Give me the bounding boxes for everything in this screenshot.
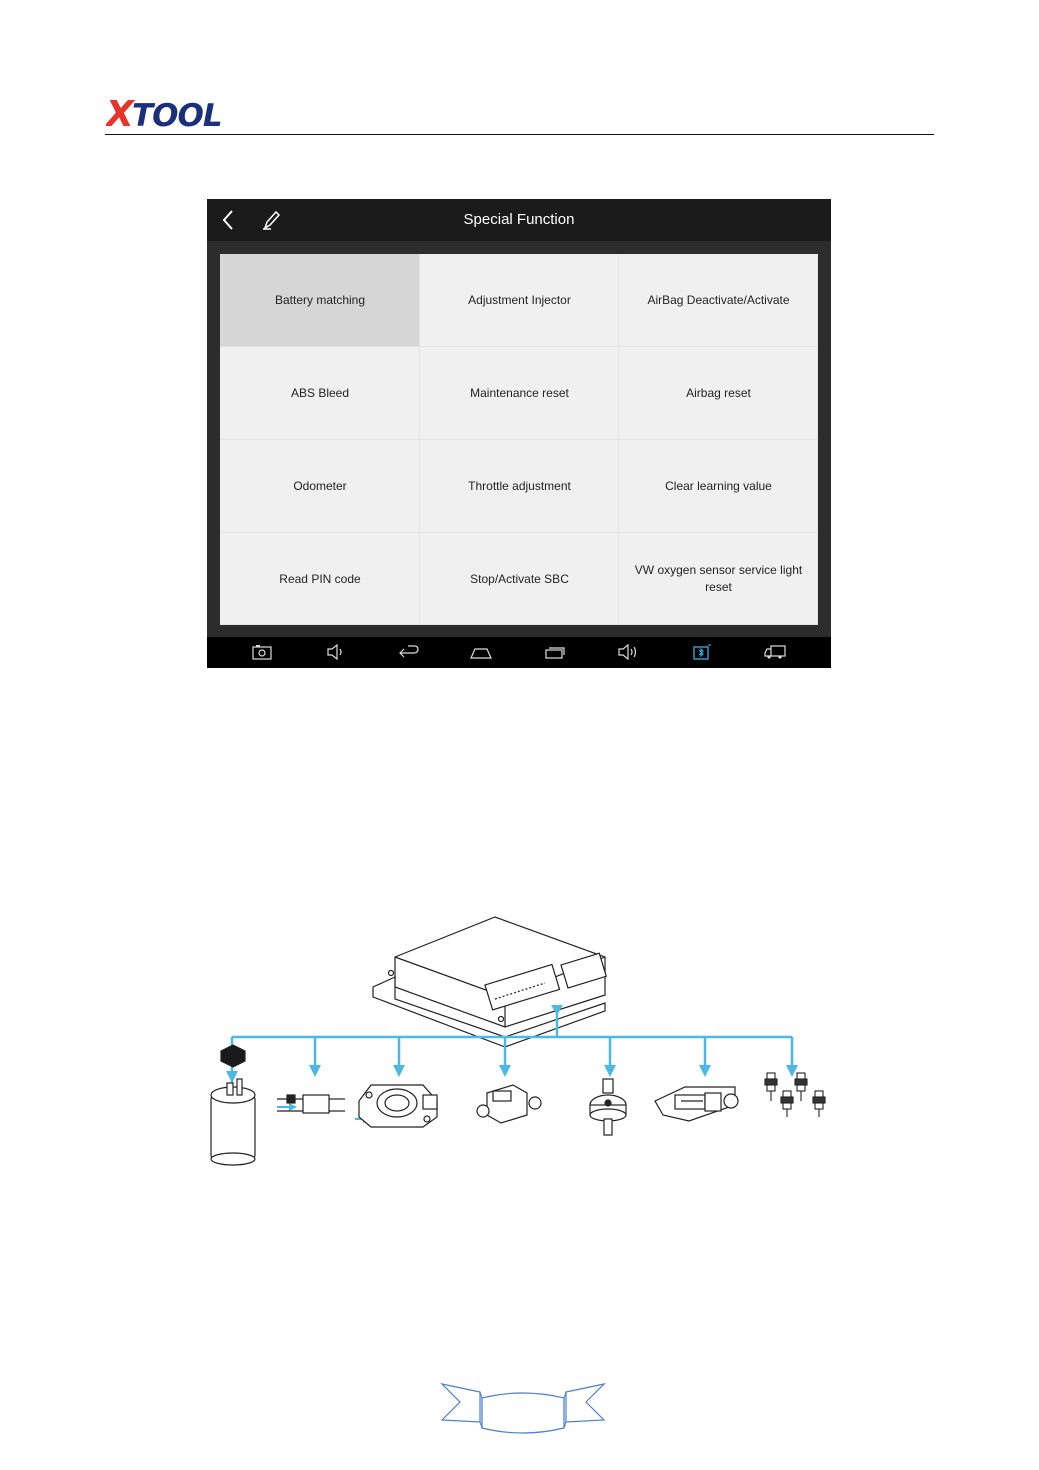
function-abs-bleed[interactable]: ABS Bleed bbox=[220, 347, 420, 440]
function-read-pin-code[interactable]: Read PIN code bbox=[220, 533, 420, 625]
truck-icon[interactable] bbox=[763, 643, 787, 661]
svg-text:X: X bbox=[106, 94, 134, 134]
back-icon[interactable] bbox=[398, 643, 420, 661]
function-airbag-reset[interactable]: Airbag reset bbox=[619, 347, 818, 440]
app-top-bar bbox=[207, 199, 831, 241]
page-title: Special Function bbox=[463, 211, 575, 228]
function-airbag-deactivate-activate[interactable]: AirBag Deactivate/Activate bbox=[619, 254, 818, 347]
ecu-components-diagram bbox=[205, 915, 835, 1170]
screenshot-icon[interactable] bbox=[252, 643, 272, 661]
volume-up-icon[interactable] bbox=[617, 643, 639, 661]
function-vw-oxygen-sensor-reset[interactable]: VW oxygen sensor service light reset bbox=[619, 533, 818, 625]
recent-apps-icon[interactable] bbox=[544, 643, 566, 661]
knock-sensor bbox=[590, 1079, 626, 1135]
vci-connection-icon[interactable] bbox=[691, 643, 713, 661]
function-battery-matching[interactable]: Battery matching bbox=[220, 254, 420, 347]
volume-down-icon[interactable] bbox=[326, 643, 346, 661]
function-maintenance-reset[interactable]: Maintenance reset bbox=[420, 347, 619, 440]
ecu-module bbox=[373, 917, 606, 1047]
page-ribbon-banner bbox=[440, 1382, 606, 1438]
pressure-sensor bbox=[477, 1085, 541, 1123]
svg-text:TOOL: TOOL bbox=[132, 98, 222, 134]
oxygen-sensor bbox=[655, 1087, 738, 1121]
fuel-injectors bbox=[765, 1073, 825, 1117]
system-nav-bar bbox=[207, 637, 831, 668]
fuel-pump bbox=[211, 1045, 255, 1165]
home-icon[interactable] bbox=[469, 643, 493, 661]
function-stop-activate-sbc[interactable]: Stop/Activate SBC bbox=[420, 533, 619, 625]
tablet-screen bbox=[207, 199, 831, 668]
xtool-logo bbox=[106, 90, 246, 134]
function-throttle-adjustment[interactable]: Throttle adjustment bbox=[420, 440, 619, 533]
function-adjustment-injector[interactable]: Adjustment Injector bbox=[420, 254, 619, 347]
function-clear-learning-value[interactable]: Clear learning value bbox=[619, 440, 818, 533]
function-panel bbox=[207, 241, 831, 637]
injector-harness bbox=[277, 1095, 345, 1113]
function-odometer[interactable]: Odometer bbox=[220, 440, 420, 533]
function-grid bbox=[220, 254, 818, 625]
header-divider bbox=[105, 134, 934, 135]
throttle-body bbox=[359, 1085, 437, 1127]
